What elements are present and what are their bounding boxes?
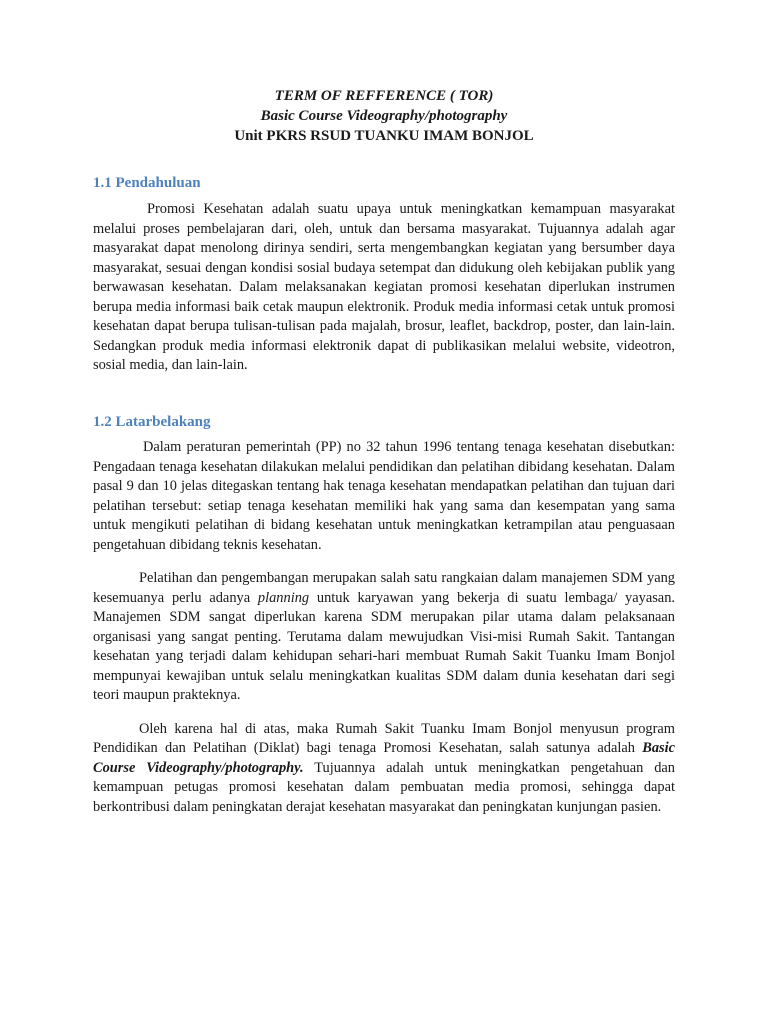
paragraph-pendahuluan: Promosi Kesehatan adalah suatu upaya untuk meningkatkan kemampuan masyarakat melalui proses pembelajaran dari, oleh, untuk dan bersama masyarakat. Tujuannya adalah agar masyarakat dapat menolong dirinya sendiri, serta mengembangkan kegiatan yang bersumber daya masyarakat, sesuai dengan kondisi sosial budaya setempat dan didukung oleh kebijakan publik yang berwawasan kesehatan. Dalam melaksanakan kegiatan promosi kesehatan diperlukan instrumen berupa media informasi baik cetak maupun elektronik. Produk media informasi cetak untuk promosi kesehatan dapat berupa tulisan-tulisan pada majalah, brosur, leaflet, backdrop, poster, dan lain-lain. Sedangkan produk media informasi elektronik dapat di publikasikan melalui website, videotron, sosial media, dan lain-lain. — [93, 201, 675, 373]
section-heading-pendahuluan: 1.1 Pendahuluan — [93, 175, 201, 191]
emphasis-course-name: Basic Course Videography/photography. — [93, 740, 675, 776]
section-body-pendahuluan — [93, 200, 675, 376]
paragraph-latarbelakang-2: Pelatihan dan pengembangan merupakan salah satu rangkaian dalam manajemen SDM yang kesemuanya perlu adanya planning untuk karyawan yang bekerja di suatu lembaga/ yayasan. Manajemen SDM sangat diperlukan karena SDM merupakan pilar utama dalam pelaksanaan organisasi yang sangat penting. Terutama dalam mewujudkan Visi-misi Rumah Sakit. Tantangan kesehatan yang terjadi dalam kehidupan sehari-hari membuat Rumah Sakit Tuanku Imam Bonjol mempunyai kewajiban untuk selalu meningkatkan kualitas SDM dalam dunia kesehatan dari segi teori maupun prakteknya. — [93, 570, 675, 703]
section-body-latarbelakang — [93, 438, 675, 817]
document-title-block — [0, 86, 768, 146]
emphasis-planning: planning — [257, 589, 310, 606]
paragraph-latarbelakang-3: Oleh karena hal di atas, maka Rumah Sakit Tuanku Imam Bonjol menyusun program Pendidikan dan Pelatihan (Diklat) bagi tenaga Promosi Kesehatan, salah satunya adalah Basic Course Videography/photography. Tujuannya adalah untuk meningkatkan pengetahuan dan kemampuan petugas promosi kesehatan dalam pembuatan media promosi, sehingga dapat berkontribusi dalam peningkatan derajat kesehatan masyarakat dan peningkatan kunjungan pasien. — [93, 720, 675, 815]
document-unit: Unit PKRS RSUD TUANKU IMAM BONJOL — [234, 128, 534, 144]
document-subtitle: Basic Course Videography/photography — [260, 108, 508, 124]
paragraph-latarbelakang-1: Dalam peraturan pemerintah (PP) no 32 tahun 1996 tentang tenaga kesehatan disebutkan: Pengadaan tenaga kesehatan dilakukan melalui pendidikan dan pelatihan dibidang kesehatan. Dalam pasal 9 dan 10 jelas ditegaskan tentang hak tenaga kesehatan mendapatkan pelatihan dan tujuan dari pelatihan tersebut: setiap tenaga kesehatan memiliki hak yang sama dan kesempatan yang sama untuk mengikuti pelatihan di bidang kesehatan untuk meningkatkan ketrampilan atau penguasaan pengetahuan dibidang teknis kesehatan. — [93, 439, 675, 553]
section-heading-latarbelakang: 1.2 Latarbelakang — [93, 414, 211, 430]
document-title: TERM OF REFFERENCE ( TOR) — [274, 88, 494, 104]
